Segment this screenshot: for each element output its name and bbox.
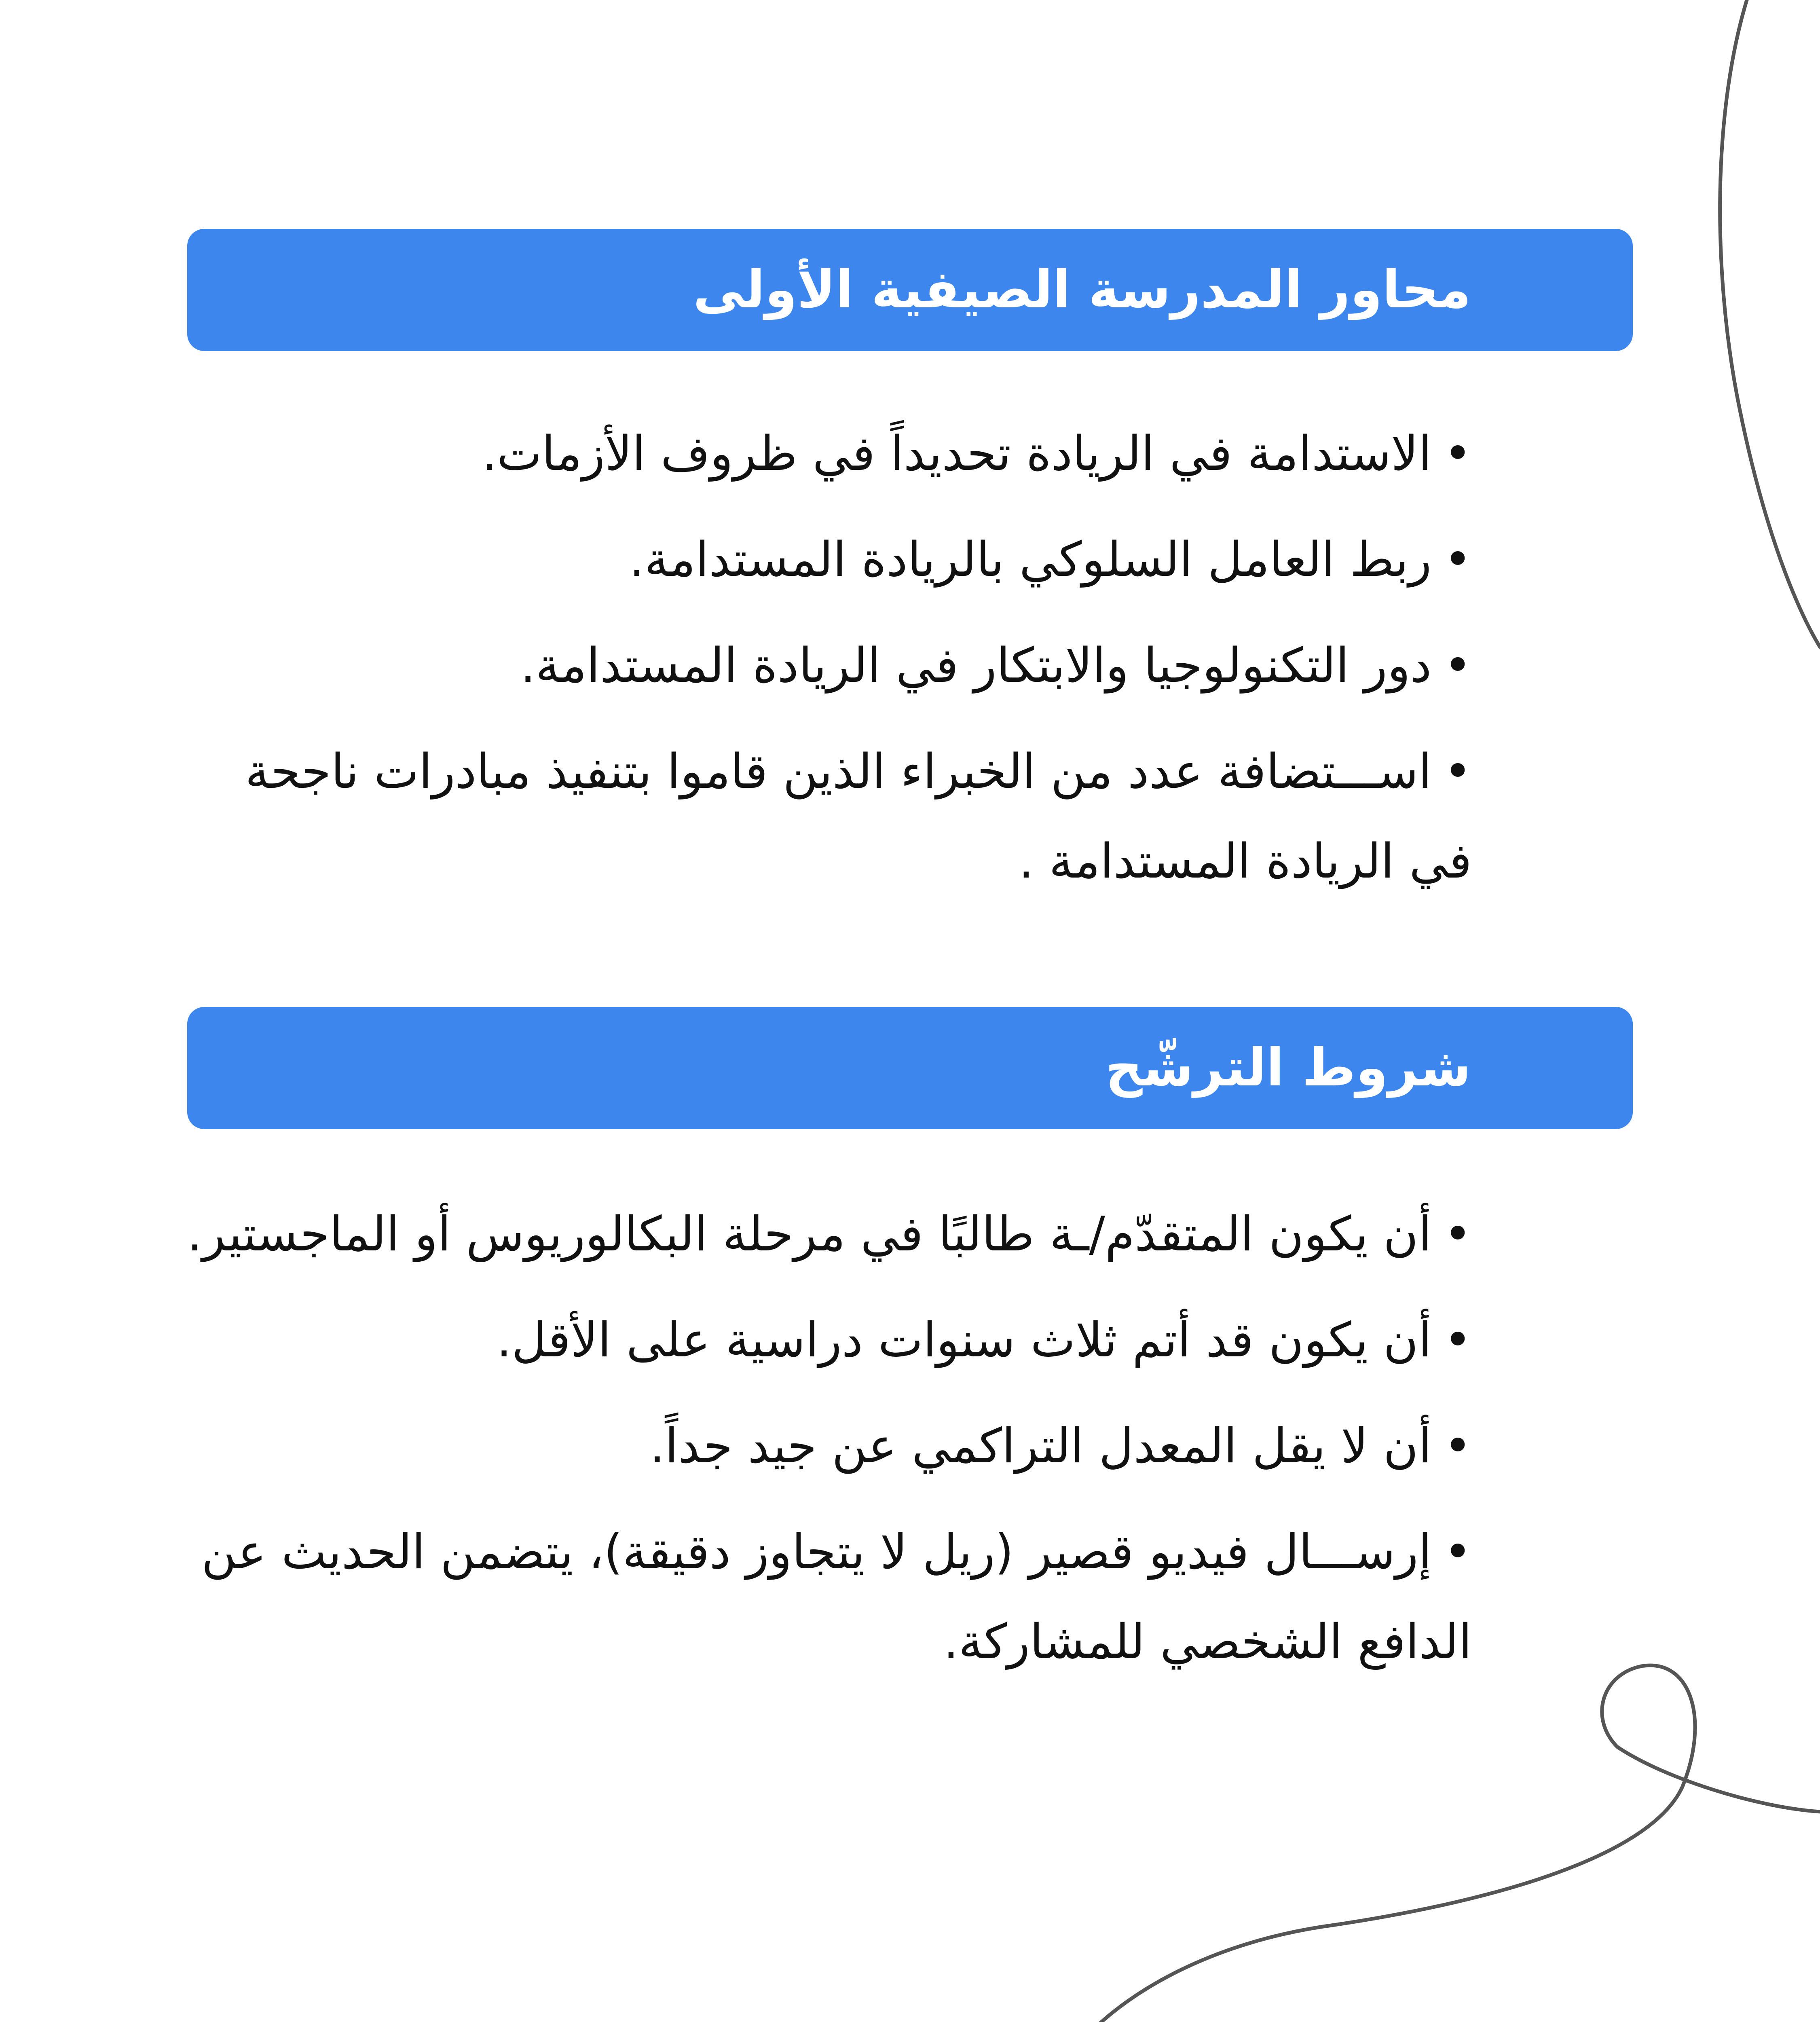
list-item-text: اســـتضافة عدد من الخبراء الذين قاموا بتنفيذ مبادرات ناجحة في الريادة المستدامة .: [245, 743, 1472, 889]
bullet-dot: •: [1444, 743, 1472, 799]
bullet-dot: •: [1444, 637, 1472, 693]
top-right-curve: [1720, 0, 1820, 647]
bullet-dot: •: [1444, 425, 1472, 481]
list-item: [178, 1295, 1472, 1385]
section-title: شروط الترشّح: [1105, 1038, 1471, 1098]
list-item: [178, 726, 1472, 906]
bullet-dot: •: [1444, 1312, 1472, 1368]
list-item-text: الاستدامة في الريادة تحديداً في ظروف الأزمات.: [482, 425, 1432, 481]
list-item: [178, 1401, 1472, 1491]
list-item: [178, 514, 1472, 604]
summer-school-axes-list: [178, 408, 1472, 922]
list-item-text: إرســـال فيديو قصير (ريل لا يتجاوز دقيقة)، يتضمن الحديث عن الدافع الشخصي للمشاركة.: [201, 1524, 1472, 1669]
list-item: [178, 620, 1472, 710]
list-item-text: أن يكون المتقدّم/ـة طالبًا في مرحلة البكالوريوس أو الماجستير.: [187, 1206, 1432, 1262]
section-header-eligibility: [187, 1007, 1633, 1129]
bullet-dot: •: [1444, 1418, 1472, 1474]
bullet-dot: •: [1444, 1524, 1472, 1580]
list-item-text: دور التكنولوجيا والابتكار في الريادة المستدامة.: [520, 637, 1432, 693]
bullet-dot: •: [1444, 531, 1472, 587]
bottom-loop-curve: [1042, 1665, 1820, 2022]
list-item-text: أن يكون قد أتم ثلاث سنوات دراسية على الأقل.: [496, 1312, 1432, 1368]
list-item: [178, 408, 1472, 498]
eligibility-conditions-list: [178, 1189, 1472, 1703]
list-item-text: أن لا يقل المعدل التراكمي عن جيد جداً.: [649, 1418, 1432, 1474]
section-title: محاور المدرسة الصيفية الأولى: [693, 260, 1471, 320]
bullet-dot: •: [1444, 1206, 1472, 1262]
list-item: [178, 1189, 1472, 1279]
list-item: [178, 1507, 1472, 1686]
section-header-summer-school-axes: [187, 229, 1633, 351]
list-item-text: ربط العامل السلوكي بالريادة المستدامة.: [629, 531, 1432, 587]
